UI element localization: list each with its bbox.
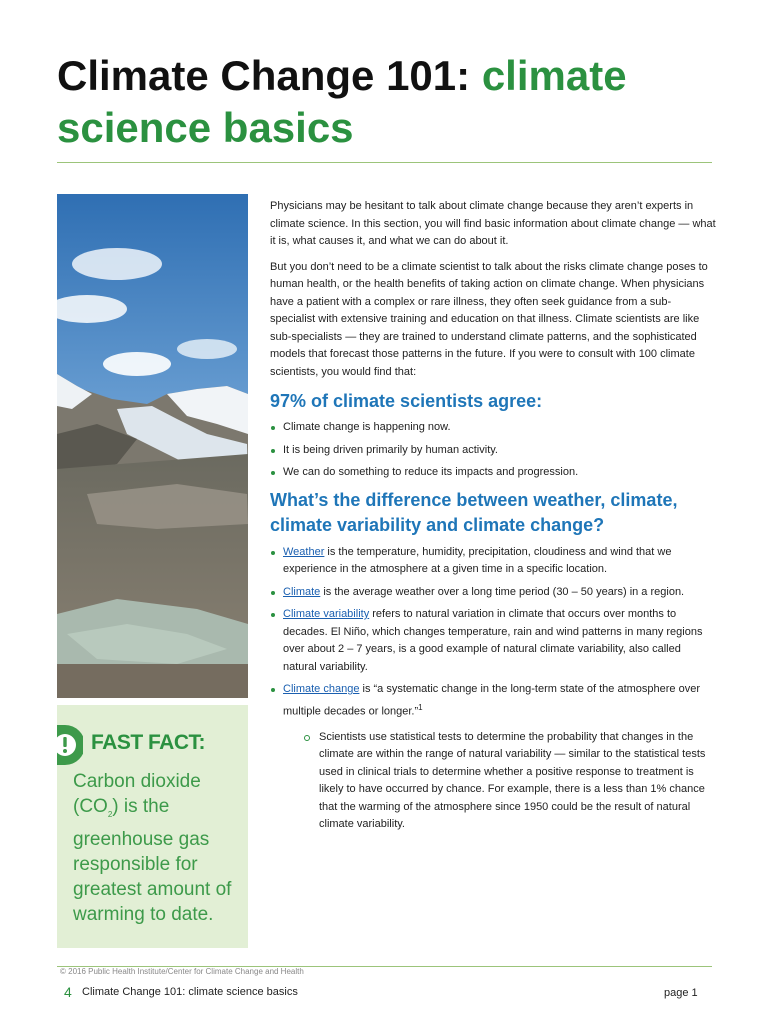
footer-section-title: Climate Change 101: climate science basics (82, 986, 298, 998)
co2-subscript: 2 (107, 809, 113, 819)
definitions-list (270, 544, 716, 834)
weather-definition: is the temperature, humidity, precipitation, cloudiness and wind that we experience in the atmosphere at a given time in a specific location. (283, 545, 672, 575)
climate-change-definition: is “a systematic change in the long-term state of the atmosphere over multiple decades or longer.” (283, 683, 700, 718)
glacier-photo (57, 194, 248, 698)
climate-change-link[interactable]: Climate change (283, 683, 360, 695)
intro-paragraph-1: Physicians may be hesitant to talk about climate change because they aren’t experts in climate science. In this section, you will find basic information about climate change — what it is, what causes it, and what we can do about it. (270, 200, 716, 247)
definition-climate-change (270, 681, 716, 834)
weather-link[interactable]: Weather (283, 545, 325, 558)
page-title-accent-line2: science basics (57, 104, 354, 151)
fast-fact-text-part1: Carbon dioxide (CO (73, 771, 201, 817)
header-divider (57, 162, 712, 163)
definition-climate-variability (270, 606, 716, 676)
page-number: page 1 (664, 987, 698, 999)
definition-weather (270, 544, 716, 579)
climate-definition: is the average weather over a long time period (30 – 50 years) in a region. (320, 585, 685, 598)
fast-fact-text (73, 769, 243, 927)
exclamation-icon (57, 725, 83, 765)
section-number: 4 (64, 984, 72, 1000)
page-title (57, 50, 717, 154)
fast-fact-label: FAST FACT: (91, 731, 205, 754)
fast-fact-box (57, 705, 248, 948)
list-item: It is being driven primarily by human activity. (270, 442, 716, 460)
footnote-ref: 1 (418, 702, 423, 712)
climate-variability-link[interactable]: Climate variability (283, 608, 370, 620)
intro-paragraph-2: But you don’t need to be a climate scientist to talk about the risks climate change poses to human health, or the health benefits of taking action on climate change. When physicians have a patient with a complex or rare illness, they often seek guidance from a sub-specialist with extensive training and education on that illness. Climate scientists are like sub-specialists — they are trained to understand climate patterns, and the sophisticated models that forecast those patterns in the future. If you were to consult with 100 climate scientists, you would find that: (270, 260, 708, 378)
list-item: We can do something to reduce its impacts and progression. (270, 464, 716, 482)
sub-list-item: Scientists use statistical tests to determine the probability that changes in the climate are within the range of natural variability — similar to the statistical tests used in clinical trials to determine whether a positive response to treatment is likely to have occurred by chance. For example, there is a less than 1% chance that the warming of the atmosphere since 1950 could be the result of natural climate variability. (303, 729, 716, 834)
climate-link[interactable]: Climate (283, 585, 321, 598)
definition-climate (270, 584, 716, 602)
page-title-main: Climate Change 101: (57, 52, 482, 99)
climate-variability-definition: refers to natural variation in climate that occurs over months to decades. El Niño, which changes temperature, rain and wind patterns in many regions over about 2 – 7 years, is a good example of natural climate variability, also called natural variability. (283, 608, 703, 673)
fast-fact-header (57, 725, 248, 765)
page-title-accent: climate (481, 52, 627, 99)
agree-heading: 97% of climate scientists agree: (270, 391, 543, 411)
list-item: Climate change is happening now. (270, 419, 716, 437)
difference-heading: What’s the difference between weather, climate, climate variability and climate change? (270, 489, 678, 535)
fast-fact-text-part2: ) is the greenhouse gas responsible for greatest amount of warming to date. (73, 796, 232, 925)
agree-list (270, 419, 716, 482)
main-content (270, 198, 716, 839)
sub-list (303, 729, 716, 834)
copyright-text: © 2016 Public Health Institute/Center for Climate Change and Health (60, 967, 304, 976)
